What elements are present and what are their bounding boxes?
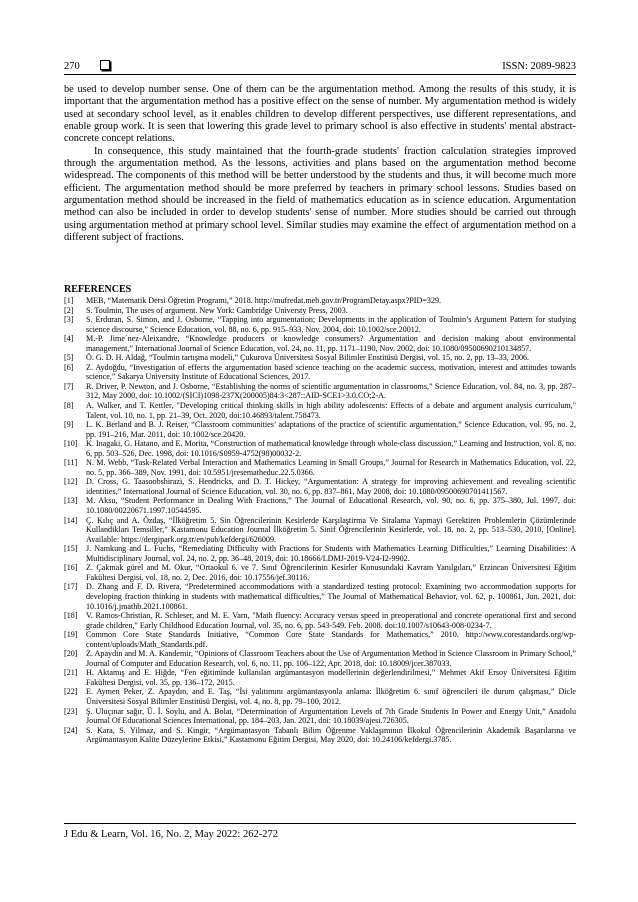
reference-text: K. Inagaki, G. Hatano, and E. Morita, “Construction of mathematical knowledge through whole-class discussion,” Learning and Instruction, vol. 8, no. 6, pp. 503–526, Dec. 1998, doi: 10.1016/S0959-4752(98)00032-2. [86,439,576,458]
issn-label: ISSN: 2089-9823 [502,61,576,72]
reference-item [64,315,576,334]
reference-number: [22] [64,687,78,697]
body-paragraph-1: be used to develop number sense. One of them can be the argumentation method. Among the results of this study, it is important that the argumentation method has a positive effect on the sense of number. My argumentation method is widely used at secondary school level, as it enables children to develop different perspectives, use different representations, and enable group work. It is seen that lowering this grade level to primary school is also effective in students' mental abstract-concrete concept relations. [64,84,576,145]
page-header [64,56,576,72]
reference-number: [2] [64,305,74,315]
reference-number: [11] [64,458,78,468]
reference-text: Common Core State Standards Initiative, “Common Core State Standards for Mathematics,” 2010. http://www.corestandards.org/wp-content/uploads/Math_Standards.pdf. [86,630,576,649]
reference-number: [20] [64,649,78,659]
reference-text: S. Erduran, S. Simon, and J. Osborne, “Tapping into argumentation; Developments in the application of Toulmin’s Argument Pattern for studying science discourse,” Science Education, vol. 88, no. 6, pp. 915–933, Nov. 2004, doi: 10.1002/sce.20012. [86,315,576,334]
reference-number: [10] [64,439,78,449]
reference-number: [3] [64,315,74,325]
reference-text: S. Kara, S. Yilmaz, and S. Kingir, “Argümantasyon Tabanlı Bilim Öğrenme Yaklaşımının İlkokul Öğrencilerinin Akademik Başarılarına ve Argümantasyon Kalite Düzeylerine Etkisi,” Kastamonu Eğitim Dergisi, May 2020, doi: 10.24106/kefdergi.3785. [86,725,576,745]
reference-text: Z. Aydoğdu, “Investigation of effects the argumentation based science teaching on the academic success, motivation, interest and attitudes towards science,” Sakarya University Institute of Educational Sciences, 2017. [86,362,576,382]
reference-text: R. Driver, P. Newton, and J. Osborne, “Establishing the norms of scientific argumentation in classrooms,” Science Education, vol. 84, no. 3, pp. 287–312, May 2000, doi: 10.1002/(SICI)1098-237X(200005)84:3<287::AID-SCE1>3.0.CO;2-A. [86,381,576,401]
reference-number: [15] [64,544,78,554]
reference-item [64,563,576,582]
reference-text: L. K. Berland and B. J. Reiser, “Classroom communities’ adaptations of the practice of scientific argumentation,” Science Education, vol. 95, no. 2, pp. 191–216, Mar. 2011, doi: 10.1002/sce.20420. [86,420,576,439]
reference-item [64,420,576,439]
references-heading: REFERENCES [64,284,132,295]
reference-text: Z. Çakmak gürel and M. Okur, “Ortaokul 6. ve 7. Sınıf Öğrencilerinin Kesirler Konusundaki Kavram Yanılgıları,” Erzincan Üniversitesi Eğitim Fakültesi Dergisi, vol. 18, no. 2, Dec. 2016, doi: 10.17556/jef.30116. [86,563,576,582]
body-text [64,84,576,244]
reference-number: [18] [64,611,78,621]
reference-text: Ç. Kılıç and A. Özdaş, “İlköğretim 5. Sin Öğrencilerinin Kesirlerde Karşılaştirma Ve Siralama Yapmayi Gerektiren Problemlerin Çözümlerinde Kullandiklari Temsiller,” Kastamonu Education Journal İlköğretim 5. Sinif Öğrencilerinin Kesirlerde, vol. 18, no. 2, pp. 513–530, 2010, [Online]. Available: https://dergipark.org.tr/en/pub/kefdergi/626009. [86,515,576,544]
reference-item [64,630,576,649]
reference-text: D. Cross, G. Taasoobshirazi, S. Hendricks, and D. T. Hickey, “Argumentation: A strategy for improving achievement and revealing scientific identities,” International Journal of Science Education, vol. 30, no. 6, pp. 837–861, May 2008, doi: 10.1080/09500690701411567. [86,477,576,496]
reference-number: [7] [64,381,74,391]
reference-item [64,496,576,515]
reference-item [64,296,576,306]
reference-item [64,363,576,382]
reference-item [64,687,576,706]
reference-text: M. Aksu, “Student Performance in Dealing With Fractions,” The Journal of Educational Research, vol. 90, no. 6, pp. 375–380, Jul. 1997, doi: 10.1080/00220671.1997.10544595. [86,496,576,516]
reference-item [64,582,576,611]
reference-text: H. Aktamış and E. Hiğde, “Fen eğitiminde kullanılan argümantasyon modellerinin değerlendirilmesi,” Mehmet Akif Ersoy Üniversitesi Eğitim Fakültesi Dergisi, vol. 35, pp. 136–172, 2015. [86,668,576,687]
reference-number: [19] [64,630,78,640]
reference-number: [14] [64,515,78,525]
reference-text: S. Toulmin, The uses of argument. New York: Cambridge Universty Press, 2003. [86,305,348,315]
header-rule [64,74,576,75]
reference-text: M.-P. Jime´nez-Aleixandre, “Knowledge producers or knowledge consumers? Argumentation and decision making about environmental management,” International Journal of Science Education, vol. 24, no. 11, pp. 1171–1190, Nov. 2002, doi: 10.1080/09500690210134857. [86,334,576,353]
reference-item [64,306,576,316]
reference-item [64,668,576,687]
reference-item [64,611,576,630]
reference-text: Ş. Uluçınar sağır, Ü. İ. Soylu, and A. Bolat, “Determination of Argumentation Levels of 7th Grade Students In Power and Energy Unit,” Anadolu Journal Of Educational Sciences International, pp. 184–203, Jan. 2021, doi: 10.18039/ajesi.726305. [86,706,576,726]
body-paragraph-2: In consequence, this study maintained that the fourth-grade students' fraction calculation strategies improved through the argumentation method. As the lessons, activities and plans based on the argumentation method become widespread. The components of this method will be better understood by the students and thus, it will become much more efficient. The argumentation method should be more preferred by teachers in primary school lessons. Studies based on argumentation method should be increased in the field of mathematics education as in science education. Argumentation method can also be included in order to develop students' sense of number. More studies should be carried out through using argumentation method at primary school level. Similar studies may examine the effect of argumentation method on a different subject of fractions. [64,145,576,244]
reference-item [64,544,576,563]
reference-text: N. M. Webb, “Task-Related Verbal Interaction and Mathematics Learning in Small Groups,” Journal for Research in Mathematics Education, vol. 22, no. 5, pp. 366–389, Nov. 1991, doi: 10.5951/jresematheduc.22.5.0366. [86,458,576,477]
reference-number: [16] [64,563,78,573]
reference-item [64,477,576,496]
reference-text: D. Zhang and F. D. Rivera, “Predetermined accommodations with a standardized testing protocol: Examining two accommodation supports for developing fraction thinking in students with mathematical difficulties,” The Journal of Mathematical Behavior, vol. 62, p. 100861, Jun. 2021, doi: 10.1016/j.jmathb.2021.100861. [86,582,576,611]
reference-text: E. Aymen Peker, Z. Apaydın, and E. Taş, “İsi yalıtımını argümantasyonla anlama: İlköğretim 6. sınıf öğrencileri ile durum çalışması,” Dicle Üniversitesi Sosyal Bilimler Enstitüsü Dergisi, vol. 4, no. 8, pp. 79–100, 2012. [86,687,576,706]
reference-number: [9] [64,420,74,430]
reference-number: [1] [64,296,74,305]
reference-item [64,458,576,477]
reference-number: [5] [64,353,74,363]
checkbox-square-icon [100,60,110,70]
journal-citation: J Edu & Learn, Vol. 16, No. 2, May 2022: 262-272 [64,829,278,840]
reference-number: [8] [64,401,74,411]
reference-item [64,649,576,668]
footer-rule [64,823,576,824]
reference-item [64,726,576,745]
reference-number: [13] [64,496,78,506]
reference-number: [24] [64,725,78,735]
reference-item [64,382,576,401]
reference-text: J. Namkung and L. Fuchs, “Remediating Difficulty with Fractions for Students with Mathematics Learning Difficulties,” Learning Disabilities: A Multidisciplinary Journal, vol. 24, no. 2, pp. 36–48, 2019, doi: 10.18666/LDMJ-2019-V24-I2-9902. [86,544,576,563]
reference-text: MEB, “Matematik Dersi Öğretim Programi,” 2018. http://mufredat.meb.gov.tr/ProgramDetay.aspx?PID=329. [86,296,442,305]
reference-item [64,439,576,458]
reference-text: Ö. G. D. H. Aldağ, “Toulmin tartışma modeli,” Çukurova Üniversitesi Sosyal Bilimler Enstitüsü Dergisi, vol. 15, no. 2, pp. 13–33, 2006. [86,353,530,363]
reference-number: [23] [64,706,78,716]
reference-number: [21] [64,668,78,678]
page-number: 270 [64,61,80,72]
reference-text: V. Ramos-Christian, R. Schleser, and M. E. Varn, "Math fluency: Accuracy versus speed in preoperational and concrete operational first and second grade children," Early Childhood Education Journal, vol. 35, no. 6, pp. 543-549. Feb. 2008. doi:10.1007/s10643-008-0234-7. [86,611,576,630]
reference-text: Z. Apaydin and M. A. Kandemir, “Opinions of Classroom Teachers about the Use of Argumentation Method in Science Classroom in Primary School,” Journal of Computer and Education Research, vol. 6, no. 11, pp. 106–122, Apr. 2018, doi: 10.18009/jcer.387033. [86,649,576,668]
reference-number: [12] [64,477,78,487]
references-list [64,296,576,745]
reference-item [64,334,576,353]
reference-item [64,353,576,363]
reference-number: [6] [64,362,74,372]
reference-item [64,516,576,545]
reference-item [64,401,576,420]
reference-text: A. Walker, and T. Kettler, "Developing critical thinking skills in high ability adolescents: Effects of a debate and argument analysis curriculum," Talent, vol. 10, no. 1, pp. 21–39, Oct. 2020, doi:10.46893/talent.758473. [86,401,576,420]
reference-number: [4] [64,334,74,344]
reference-item [64,707,576,726]
reference-number: [17] [64,582,78,592]
